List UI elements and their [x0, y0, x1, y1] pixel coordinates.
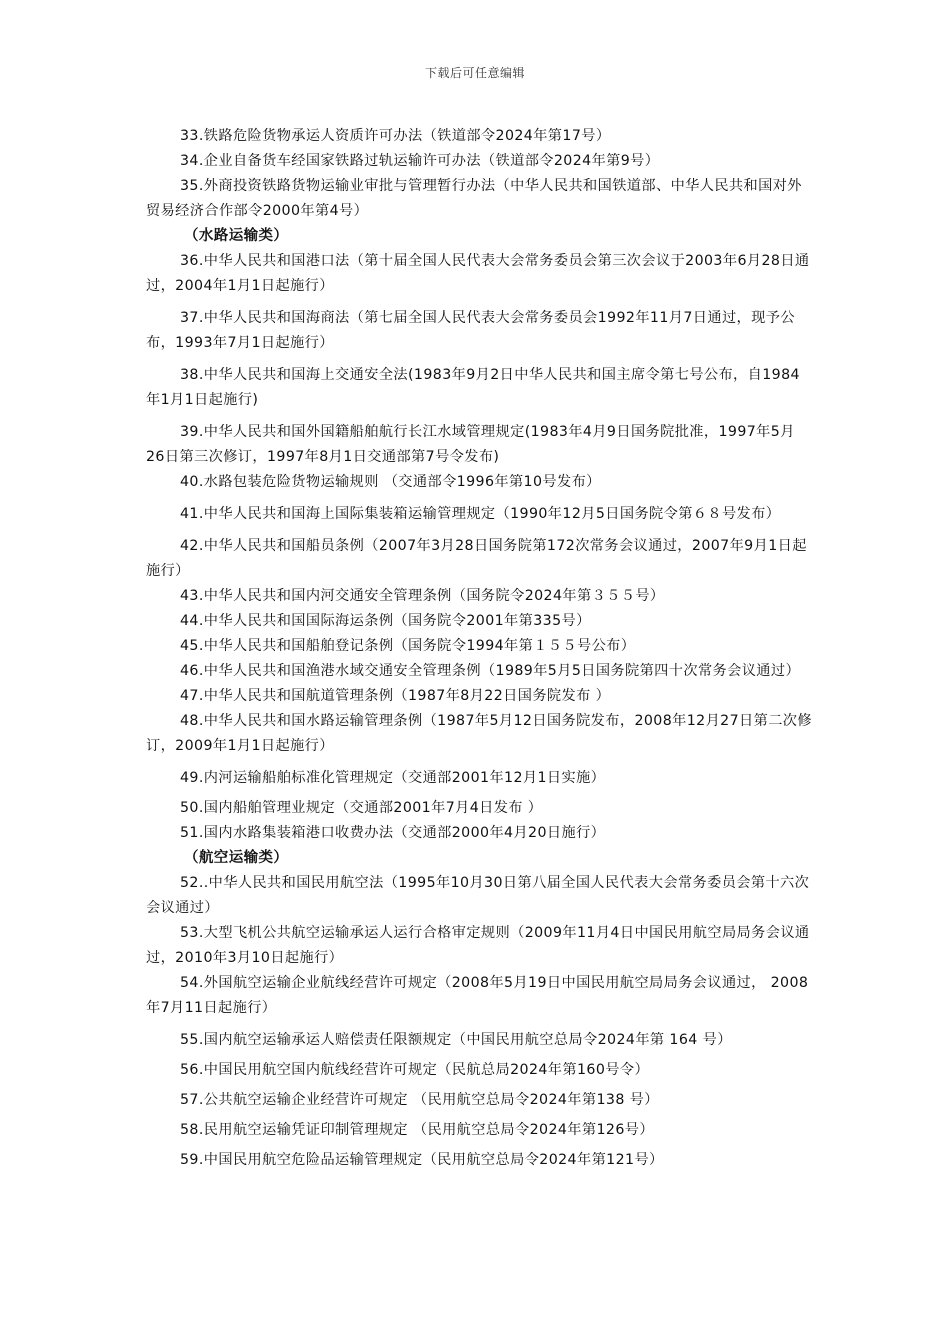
list-item-34: 34.企业自备货车经国家铁路过轨运输许可办法（铁道部令2024年第9号） — [180, 153, 660, 169]
list-item-46: 46.中华人民共和国渔港水域交通安全管理条例（1989年5月5日国务院第四十次常务会议通过） — [180, 663, 801, 679]
list-item-54: 54.外国航空运输企业航线经营许可规定（2008年5月19日中国民用航空局局务会议通过， 2008年7月11日起施行） — [146, 975, 809, 1016]
list-item-55: 55.国内航空运输承运人赔偿责任限额规定（中国民用航空总局令2024年第 164 号） — [180, 1032, 732, 1048]
list-item-41: 41.中华人民共和国海上国际集装箱运输管理规定（1990年12月5日国务院令第６８号发布） — [180, 506, 781, 522]
header-note: 下载后可任意编辑 — [424, 66, 525, 80]
list-item-59: 59.中国民用航空危险品运输管理规定（民用航空总局令2024年第121号） — [180, 1152, 664, 1168]
list-item-37: 37.中华人民共和国海商法（第七届全国人民代表大会常务委员会1992年11月7日通过，现予公布，1993年7月1日起施行） — [146, 310, 795, 351]
list-item-33: 33.铁路危险货物承运人资质许可办法（铁道部令2024年第17号） — [180, 128, 611, 144]
list-item-43: 43.中华人民共和国内河交通安全管理条例（国务院令2024年第３５５号） — [180, 588, 665, 604]
list-item-50: 50.国内船舶管理业规定（交通部2001年7月4日发布 ） — [180, 800, 543, 816]
list-item-39: 39.中华人民共和国外国籍船舶航行长江水域管理规定(1983年4月9日国务院批准，1997年5月26日第三次修订，1997年8月1日交通部第7号令发布) — [146, 424, 795, 465]
list-item-51: 51.国内水路集装箱港口收费办法（交通部2000年4月20日施行） — [180, 825, 606, 841]
list-item-38: 38.中华人民共和国海上交通安全法(1983年9月2日中华人民共和国主席令第七号公布，自1984年1月1日起施行) — [146, 367, 800, 408]
list-item-58: 58.民用航空运输凭证印制管理规定 （民用航空总局令2024年第126号） — [180, 1122, 654, 1138]
list-item-36: 36.中华人民共和国港口法（第十届全国人民代表大会常务委员会第三次会议于2003年6月28日通过，2004年1月1日起施行） — [146, 253, 810, 294]
list-item-49: 49.内河运输船舶标准化管理规定（交通部2001年12月1日实施） — [180, 770, 606, 786]
list-item-53: 53.大型飞机公共航空运输承运人运行合格审定规则（2009年11月4日中国民用航空局局务会议通过，2010年3月10日起施行） — [146, 925, 810, 966]
list-item-35: 35.外商投资铁路货物运输业审批与管理暂行办法（中华人民共和国铁道部、中华人民共和国对外贸易经济合作部令2000年第4号） — [146, 178, 802, 219]
list-item-57: 57.公共航空运输企业经营许可规定 （民用航空总局令2024年第138 号） — [180, 1092, 659, 1108]
list-item-52: 52..中华人民共和国民用航空法（1995年10月30日第八届全国人民代表大会常务委员会第十六次会议通过） — [146, 875, 810, 916]
list-item-48: 48.中华人民共和国水路运输管理条例（1987年5月12日国务院发布，2008年12月27日第二次修订，2009年1月1日起施行） — [146, 713, 812, 754]
list-item-45: 45.中华人民共和国船舶登记条例（国务院令1994年第１５５号公布） — [180, 638, 636, 654]
list-item-42: 42.中华人民共和国船员条例（2007年3月28日国务院第172次常务会议通过，2007年9月1日起施行） — [146, 538, 807, 579]
list-item-44: 44.中华人民共和国国际海运条例（国务院令2001年第335号） — [180, 613, 591, 629]
section-heading-air-transport: （航空运输类） — [184, 850, 289, 866]
section-heading-water-transport: （水路运输类） — [184, 228, 289, 244]
regulation-list — [146, 124, 812, 1173]
list-item-40: 40.水路包装危险货物运输规则 （交通部令1996年第10号发布） — [180, 474, 601, 490]
list-item-47: 47.中华人民共和国航道管理条例（1987年8月22日国务院发布 ） — [180, 688, 611, 704]
list-item-56: 56.中国民用航空国内航线经营许可规定（民航总局2024年第160号令） — [180, 1062, 650, 1078]
